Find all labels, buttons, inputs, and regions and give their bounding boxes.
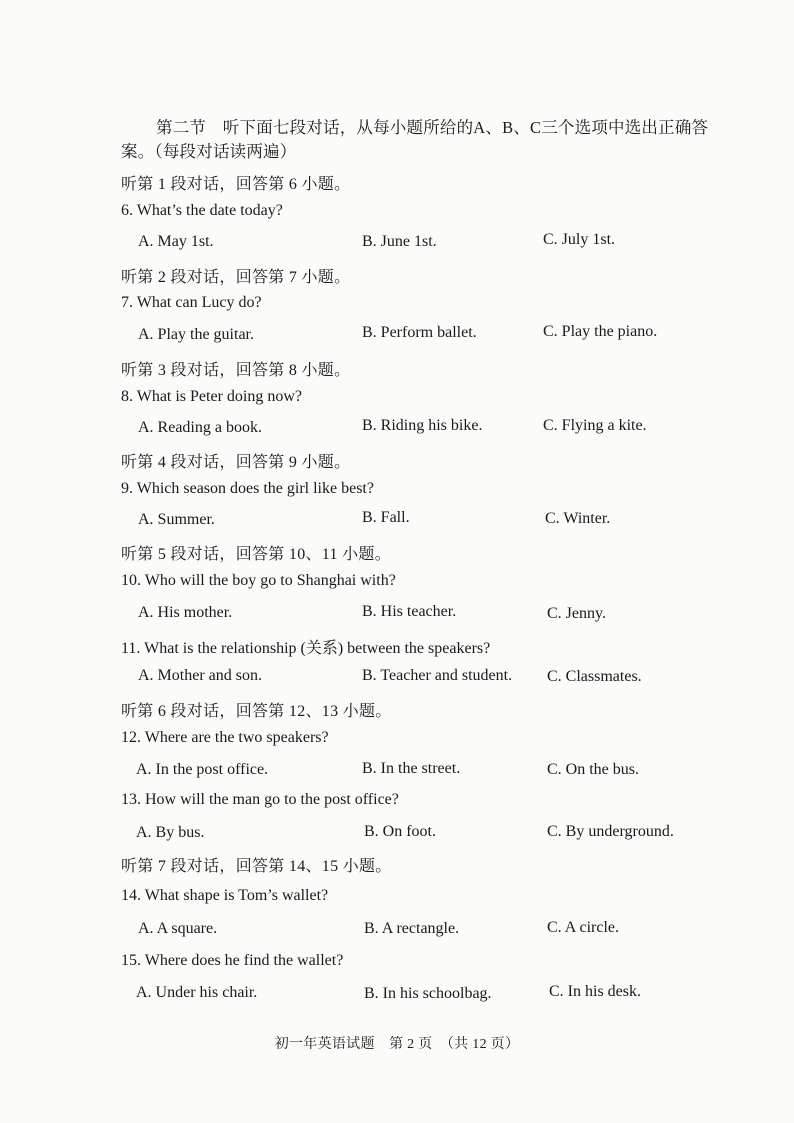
page-footer: 初一年英语试题 第 2 页 （共 12 页） [274, 1037, 520, 1052]
option-b: B. In the street. [362, 760, 461, 777]
option-c: C. Classmates. [547, 668, 642, 685]
option-c: C. On the bus. [547, 761, 639, 778]
option-b: B. In his schoolbag. [364, 985, 492, 1002]
dialogue-intro: 听第 6 段对话，回答第 12、13 小题。 [121, 703, 392, 720]
dialogue-intro: 听第 7 段对话，回答第 14、15 小题。 [121, 858, 392, 875]
option-b: B. Perform ballet. [362, 324, 477, 341]
option-a: A. May 1st. [138, 233, 214, 250]
question-text: 8. What is Peter doing now? [121, 388, 303, 405]
section-heading-line-1: 第二节 听下面七段对话，从每小题所给的A、B、C三个选项中选出正确答 [156, 118, 709, 137]
option-b: B. Fall. [362, 509, 410, 526]
option-c: C. In his desk. [549, 983, 641, 1000]
section-heading-line-2: 案。（每段对话读两遍） [121, 142, 297, 161]
option-c: C. Jenny. [547, 605, 606, 622]
dialogue-intro: 听第 1 段对话，回答第 6 小题。 [121, 176, 351, 193]
option-b: B. A rectangle. [364, 920, 460, 937]
option-a: A. Summer. [138, 511, 215, 528]
option-c: C. Play the piano. [543, 323, 658, 340]
option-b: B. His teacher. [362, 603, 457, 620]
question-text: 13. How will the man go to the post office? [121, 791, 399, 808]
question-text: 9. Which season does the girl like best? [121, 480, 374, 497]
option-b: B. Teacher and student. [362, 667, 513, 684]
option-a: A. Reading a book. [138, 419, 262, 436]
question-text: 12. Where are the two speakers? [121, 729, 329, 746]
question-text: 15. Where does he find the wallet? [121, 952, 344, 969]
option-a: A. By bus. [136, 824, 205, 841]
option-a: A. A square. [138, 920, 218, 937]
dialogue-intro: 听第 3 段对话，回答第 8 小题。 [121, 362, 351, 379]
option-a: A. Mother and son. [138, 667, 262, 684]
option-c: C. Winter. [545, 510, 611, 527]
option-a: A. Play the guitar. [138, 326, 254, 343]
option-a: A. Under his chair. [136, 984, 258, 1001]
option-b: B. Riding his bike. [362, 417, 483, 434]
question-text: 10. Who will the boy go to Shanghai with? [121, 572, 396, 589]
option-c: C. A circle. [547, 919, 619, 936]
option-b: B. On foot. [364, 823, 436, 840]
question-text: 14. What shape is Tom’s wallet? [121, 887, 329, 904]
question-text: 11. What is the relationship (关系) between the speakers? [121, 640, 491, 657]
dialogue-intro: 听第 5 段对话，回答第 10、11 小题。 [121, 546, 392, 563]
option-a: A. His mother. [138, 604, 233, 621]
option-c: C. Flying a kite. [543, 417, 647, 434]
dialogue-intro: 听第 2 段对话，回答第 7 小题。 [121, 269, 351, 286]
option-c: C. July 1st. [543, 231, 616, 248]
option-a: A. In the post office. [136, 761, 269, 778]
option-b: B. June 1st. [362, 233, 437, 250]
dialogue-intro: 听第 4 段对话，回答第 9 小题。 [121, 454, 351, 471]
question-text: 6. What’s the date today? [121, 202, 283, 219]
question-text: 7. What can Lucy do? [121, 294, 262, 311]
option-c: C. By underground. [547, 823, 674, 840]
